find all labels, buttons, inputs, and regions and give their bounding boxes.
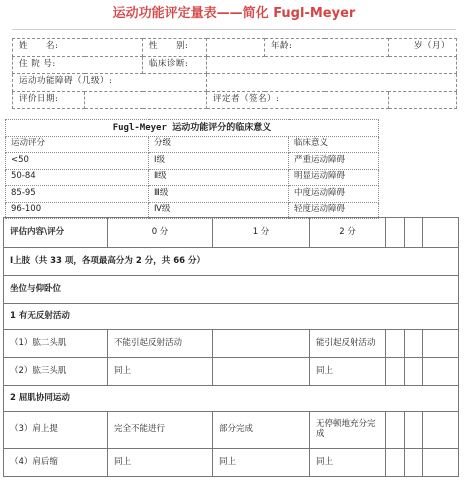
table-row (4, 358, 459, 386)
table-row (6, 153, 379, 170)
gender-label: 性 别: (143, 39, 207, 57)
ward-number-label: 住 院 号: (13, 56, 143, 74)
blank-cell[interactable] (405, 358, 423, 386)
patient-info-table (12, 38, 457, 109)
assessment-table (3, 217, 459, 477)
blank-cell[interactable] (386, 330, 405, 358)
score-1-header: 1 分 (213, 218, 310, 248)
cell-score: <50 (6, 153, 149, 170)
score-0-header: 0 分 (108, 218, 213, 248)
page-title: 运动功能评定量表——简化 Fugl-Meyer (112, 6, 356, 21)
cell-grade: Ⅳ级 (149, 202, 289, 219)
diagnosis-label: 临床诊断: (143, 56, 207, 74)
content-score-header: 评估内容\评分 (4, 218, 108, 248)
header-meaning: 临床意义 (289, 136, 379, 153)
score-2-header: 2 分 (310, 218, 386, 248)
age-unit: 岁（月） (389, 39, 457, 57)
blank-cell[interactable] (423, 330, 459, 358)
assessor-value[interactable] (389, 91, 457, 109)
cell-grade: Ⅰ级 (149, 153, 289, 170)
cell-meaning: 轻度运动障碍 (289, 202, 379, 219)
header-score: 运动评分 (6, 136, 149, 153)
reflex-group-heading: 1 有无反射活动 (4, 304, 459, 330)
blank-cell[interactable] (423, 218, 459, 248)
score-0-desc: 同上 (108, 449, 213, 477)
cell-score: 96-100 (6, 202, 149, 219)
cell-meaning: 严重运动障碍 (289, 153, 379, 170)
cell-score: 85-95 (6, 186, 149, 203)
cell-grade: Ⅱ级 (149, 169, 289, 186)
score-2-desc: 同上 (310, 358, 386, 386)
item-label: （4）肩后缩 (4, 449, 108, 477)
table-row (4, 330, 459, 358)
date-value[interactable] (85, 91, 207, 109)
blank-cell[interactable] (386, 412, 405, 449)
assessor-label: 评定者（签名）: (207, 91, 389, 109)
blank-cell[interactable] (386, 449, 405, 477)
item-label: （3）肩上提 (4, 412, 108, 449)
date-label: 评价日期: (13, 91, 85, 109)
name-label: 姓 名: (13, 39, 143, 57)
blank-cell[interactable] (405, 449, 423, 477)
age-label: 年龄: (265, 39, 389, 57)
table-row (4, 412, 459, 449)
cell-meaning: 中度运动障碍 (289, 186, 379, 203)
item-label: （1）肱二头肌 (4, 330, 108, 358)
blank-cell[interactable] (405, 330, 423, 358)
blank-cell[interactable] (386, 358, 405, 386)
table-row (4, 449, 459, 477)
cell-grade: Ⅲ级 (149, 186, 289, 203)
title-divider (12, 29, 456, 30)
blank-cell[interactable] (405, 218, 423, 248)
blank-cell[interactable] (405, 412, 423, 449)
motor-disorder-label: 运动功能障碍（几级）: (13, 74, 207, 92)
cell-score: 50-84 (6, 169, 149, 186)
diagnosis-value[interactable] (207, 56, 457, 74)
score-2-desc: 同上 (310, 449, 386, 477)
table-row (6, 169, 379, 186)
cell-meaning: 明显运动障碍 (289, 169, 379, 186)
score-1-desc (213, 358, 310, 386)
score-1-desc (213, 330, 310, 358)
item-label: （2）肱三头肌 (4, 358, 108, 386)
score-0-desc: 完全不能进行 (108, 412, 213, 449)
upper-limb-section: Ⅰ上肢（共 33 项，各项最高分为 2 分，共 66 分） (4, 248, 459, 276)
table-row (6, 186, 379, 203)
blank-cell[interactable] (423, 449, 459, 477)
blank-cell[interactable] (423, 358, 459, 386)
score-2-desc: 无停顿地充分完成 (310, 412, 386, 449)
blank-cell[interactable] (423, 412, 459, 449)
score-2-desc: 能引起反射活动 (310, 330, 386, 358)
blank-cell[interactable] (386, 218, 405, 248)
header-grade: 分级 (149, 136, 289, 153)
table-caption: Fugl-Meyer 运动功能评分的临床意义 (6, 120, 379, 137)
score-0-desc: 同上 (108, 358, 213, 386)
score-0-desc: 不能引起反射活动 (108, 330, 213, 358)
fugl-meyer-clinical-table (5, 119, 379, 219)
score-1-desc: 同上 (213, 449, 310, 477)
score-1-desc: 部分完成 (213, 412, 310, 449)
synergy-group-heading: 2 屈肌协同运动 (4, 386, 459, 412)
gender-value[interactable] (207, 39, 265, 57)
position-heading: 坐位与仰卧位 (4, 276, 459, 304)
motor-disorder-value[interactable] (207, 74, 457, 92)
